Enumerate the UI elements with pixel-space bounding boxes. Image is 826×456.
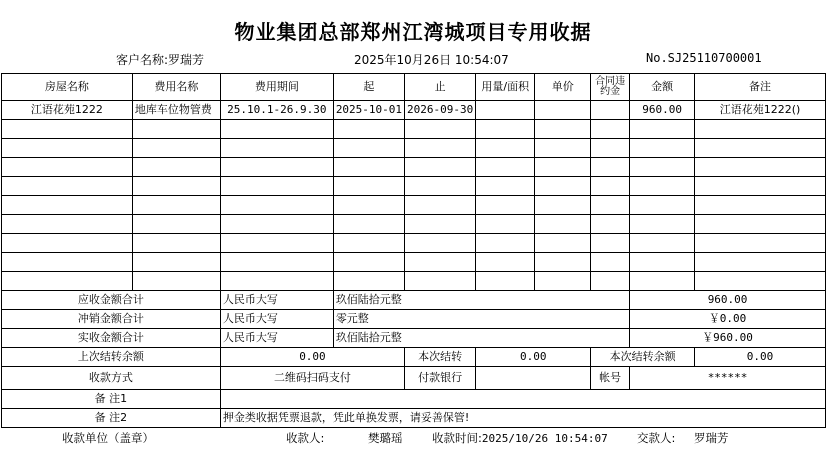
- rmb-label: 人民币大写: [220, 310, 333, 329]
- col-usage: 用量/面积: [476, 74, 535, 101]
- receivable-amount: 960.00: [630, 291, 826, 310]
- offset-row: [2, 310, 826, 329]
- header-row: [2, 74, 826, 101]
- offset-label: 冲销金额合计: [2, 310, 221, 329]
- empty-row: [2, 120, 826, 139]
- empty-row: [2, 158, 826, 177]
- offset-words: 零元整: [333, 310, 629, 329]
- cell-penalty: [591, 101, 630, 120]
- payment-method-value: 二维码扫码支付: [220, 367, 404, 390]
- customer-name: 罗瑞芳: [168, 53, 205, 67]
- actual-label: 实收金额合计: [2, 329, 221, 348]
- table-row: [2, 101, 826, 120]
- empty-row: [2, 234, 826, 253]
- actual-amount: ￥960.00: [630, 329, 826, 348]
- cell-fee: 地库车位物管费: [132, 101, 220, 120]
- receipt-table: [1, 73, 826, 428]
- cell-start: 2025-10-01: [333, 101, 404, 120]
- remark1-row: [2, 390, 826, 409]
- receivable-row: [2, 291, 826, 310]
- account-value: ******: [630, 367, 826, 390]
- empty-row: [2, 139, 826, 158]
- last-balance-label: 上次结转余额: [2, 348, 221, 367]
- cell-note: 江语花苑1222(): [695, 101, 826, 120]
- remark1-label: 备 注1: [2, 390, 221, 409]
- payment-method-label: 收款方式: [2, 367, 221, 390]
- rmb-label: 人民币大写: [220, 329, 333, 348]
- col-note: 备注: [695, 74, 826, 101]
- collect-time: [432, 430, 608, 446]
- collecting-unit-label: 收款单位（盖章）: [62, 431, 154, 445]
- payment-row: [2, 367, 826, 390]
- cell-house: 江语花苑1222: [2, 101, 133, 120]
- col-fee: 费用名称: [132, 74, 220, 101]
- empty-row: [2, 253, 826, 272]
- col-price: 单价: [535, 74, 591, 101]
- cell-amount: 960.00: [630, 101, 695, 120]
- receivable-words: 玖佰陆拾元整: [333, 291, 629, 310]
- col-house: 房屋名称: [2, 74, 133, 101]
- current-transfer-label: 本次结转: [405, 348, 476, 367]
- col-penalty: 合同违约金: [591, 74, 630, 101]
- remark1-value: [220, 390, 825, 409]
- cell-end: 2026-09-30: [405, 101, 476, 120]
- current-transfer-value: 0.00: [476, 348, 591, 367]
- receipt-number: No.SJ25110700001: [646, 51, 762, 65]
- col-amount: 金额: [630, 74, 695, 101]
- empty-row: [2, 215, 826, 234]
- cell-usage: [476, 101, 535, 120]
- empty-row: [2, 272, 826, 291]
- rmb-label: 人民币大写: [220, 291, 333, 310]
- last-balance-value: 0.00: [220, 348, 404, 367]
- col-end: 止: [405, 74, 476, 101]
- current-balance-value: 0.00: [695, 348, 826, 367]
- remark2-value: 押金类收据凭票退款，凭此单换发票，请妥善保管!: [220, 409, 825, 428]
- empty-row: [2, 196, 826, 215]
- offset-amount: ￥0.00: [630, 310, 826, 329]
- collect-time-label: 收款时间:: [432, 431, 482, 445]
- customer-info: [116, 51, 204, 68]
- account-label: 帐号: [591, 367, 630, 390]
- payer-name: 罗瑞芳: [694, 431, 729, 445]
- payment-bank-value: [476, 367, 591, 390]
- receipt-datetime: 2025年10月26日 10:54:07: [354, 53, 509, 67]
- balance-row: [2, 348, 826, 367]
- actual-row: [2, 329, 826, 348]
- receipt-title: 物业集团总部郑州江湾城项目专用收据: [234, 20, 592, 44]
- remark2-label: 备 注2: [2, 409, 221, 428]
- collect-time-value: 2025/10/26 10:54:07: [481, 432, 608, 445]
- col-start: 起: [333, 74, 404, 101]
- col-period: 费用期间: [220, 74, 333, 101]
- payer-label: 交款人:: [637, 431, 676, 445]
- current-balance-label: 本次结转余额: [591, 348, 695, 367]
- customer-label: 客户名称:: [116, 53, 169, 67]
- payment-bank-label: 付款银行: [405, 367, 476, 390]
- actual-words: 玖佰陆拾元整: [333, 329, 629, 348]
- receiver-label: 收款人:: [286, 431, 325, 445]
- receivable-label: 应收金额合计: [2, 291, 221, 310]
- cell-price: [535, 101, 591, 120]
- cell-period: 25.10.1-26.9.30: [220, 101, 333, 120]
- empty-row: [2, 177, 826, 196]
- remark2-row: [2, 409, 826, 428]
- receiver-name: 樊璐瑶: [368, 431, 403, 445]
